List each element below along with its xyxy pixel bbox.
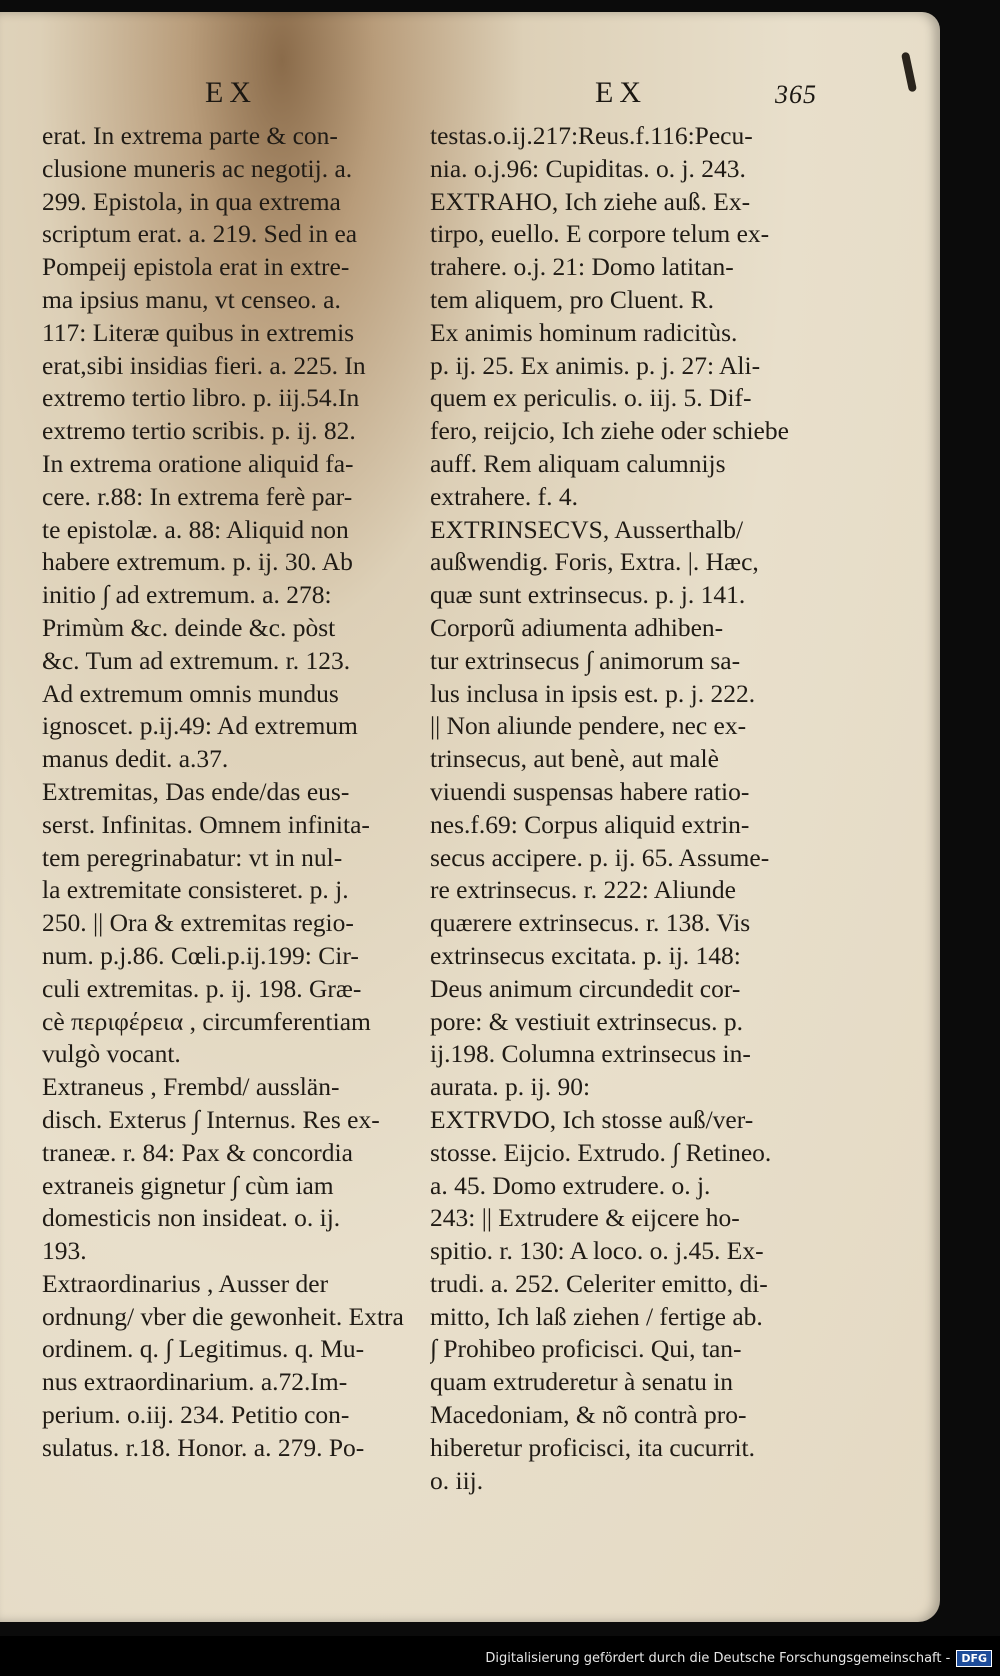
text-line: te epistolæ. a. 88: Aliquid non — [42, 514, 349, 544]
text-line: nus extraordinarium. a.72.Im- — [42, 1367, 348, 1397]
digitization-footer — [485, 1648, 992, 1668]
page-number: 365 — [775, 80, 817, 109]
book-page — [0, 12, 940, 1622]
text-line: ∫ Prohibeo proficisci. Qui, tan- — [430, 1334, 742, 1364]
text-line: perium. o.iij. 234. Petitio con- — [42, 1400, 350, 1430]
header-left-catchword: EX — [205, 76, 257, 109]
text-line: Corporũ adiumenta adhiben- — [430, 612, 724, 642]
text-line: spitio. r. 130: A loco. o. j.45. Ex- — [430, 1236, 764, 1266]
text-line: EXTRVDO, Ich stosse auß/ver- — [430, 1104, 754, 1134]
text-line: a. 45. Domo extrudere. o. j. — [430, 1170, 711, 1200]
text-line: ordinem. q. ∫ Legitimus. q. Mu- — [42, 1334, 365, 1364]
text-line: extremo tertio scribis. p. ij. 82. — [42, 416, 356, 446]
text-line: sulatus. r.18. Honor. a. 279. Po- — [42, 1432, 365, 1462]
text-line: cere. r.88: In extrema ferè par- — [42, 481, 353, 511]
text-line: testas.o.ij.217:Reus.f.116:Pecu- — [430, 121, 753, 150]
text-line: &c. Tum ad extremum. r. 123. — [42, 645, 351, 675]
text-line: tur extrinsecus ∫ animorum sa- — [430, 645, 741, 675]
text-line: fero, reijcio, Ich ziehe oder schiebe — [430, 416, 789, 446]
text-line: stosse. Eijcio. Extrudo. ∫ Retineo. — [430, 1137, 772, 1167]
dfg-logo: DFG — [956, 1650, 992, 1667]
text-line: Ad extremum omnis mundus — [42, 678, 339, 708]
text-line: 250. || Ora & extremitas regio- — [42, 908, 354, 938]
text-line: ordnung/ vber die gewonheit. Extra — [42, 1301, 404, 1331]
text-line: auff. Rem aliquam calumnijs — [430, 448, 726, 478]
text-line: re extrinsecus. r. 222: Aliunde — [430, 875, 736, 905]
text-line: Extraordinarius , Ausser der — [42, 1268, 329, 1298]
text-line: num. p.j.86. Cœli.p.ij.199: Cir- — [42, 940, 359, 970]
text-line: mitto, Ich laß ziehen / fertige ab. — [430, 1301, 763, 1331]
text-line: vulgò vocant. — [42, 1039, 181, 1069]
text-line: Macedoniam, & nõ contrà pro- — [430, 1400, 747, 1430]
text-line: 117: Literæ quibus in extremis — [42, 317, 355, 347]
text-line: trinsecus, aut benè, aut malè — [430, 744, 719, 774]
text-line: clusione muneris ac negotij. a. — [42, 153, 353, 183]
text-line: hiberetur proficisci, ita cucurrit. — [430, 1432, 755, 1462]
text-line: Extremitas, Das ende/das eus- — [42, 776, 350, 806]
text-line: culi extremitas. p. ij. 198. Græ- — [42, 973, 362, 1003]
text-line: extrahere. f. 4. — [430, 481, 578, 511]
footer-credit: Digitalisierung gefördert durch die Deutsche Forschungsgemeinschaft - — [485, 1650, 951, 1666]
text-line: ignoscet. p.ij.49: Ad extremum — [42, 711, 358, 741]
text-line: viuendi suspensas habere ratio- — [430, 776, 750, 806]
text-line: domesticis non insideat. o. ij. — [42, 1203, 341, 1233]
text-line: EXTRINSECVS, Ausserthalb/ — [430, 514, 744, 544]
text-line: quærere extrinsecus. r. 138. Vis — [430, 908, 751, 938]
text-line: außwendig. Foris, Extra. |. Hæc, — [430, 547, 759, 577]
text-line: Deus animum circundedit cor- — [430, 973, 741, 1003]
text-line: Extraneus , Frembd/ ausslän- — [42, 1072, 340, 1102]
text-line: 299. Epistola, in qua extrema — [42, 186, 341, 216]
text-line: erat. In extrema parte & con- — [42, 121, 338, 150]
text-line: traneæ. r. 84: Pax & concordia — [42, 1137, 353, 1167]
text-line: quem ex periculis. o. iij. 5. Dif- — [430, 383, 752, 413]
text-line: disch. Exterus ∫ Internus. Res ex- — [42, 1104, 380, 1134]
text-line: tem aliquem, pro Cluent. R. — [430, 284, 714, 314]
text-line: extrinsecus excitata. p. ij. 148: — [430, 940, 741, 970]
text-line: trahere. o.j. 21: Domo latitan- — [430, 252, 734, 282]
header-right-catchword: EX — [595, 76, 647, 109]
text-line: o. iij. — [430, 1465, 484, 1495]
text-line: tirpo, euello. E corpore telum ex- — [430, 219, 770, 249]
text-line: Primùm &c. deinde &c. pòst — [42, 612, 336, 642]
text-line: pore: & vestiuit extrinsecus. p. — [430, 1006, 744, 1036]
text-line: EXTRAHO, Ich ziehe auß. Ex- — [430, 186, 751, 216]
text-line: initio ∫ ad extremum. a. 278: — [42, 580, 332, 610]
text-line: 193. — [42, 1236, 87, 1266]
text-line: extremo tertio libro. p. iij.54.In — [42, 383, 360, 413]
text-line: || Non aliunde pendere, nec ex- — [430, 711, 747, 741]
text-line: secus accipere. p. ij. 65. Assume- — [430, 842, 770, 872]
text-line: nes.f.69: Corpus aliquid extrin- — [430, 809, 750, 839]
text-line: aurata. p. ij. 90: — [430, 1072, 591, 1102]
right-text-column — [430, 120, 816, 1497]
text-line: Ex animis hominum radicitùs. — [430, 317, 738, 347]
text-line: extraneis gignetur ∫ cùm iam — [42, 1170, 334, 1200]
text-line: nia. o.j.96: Cupiditas. o. j. 243. — [430, 153, 746, 183]
text-line: cè περιφέρεια , circumferentiam — [42, 1006, 371, 1036]
running-header — [0, 76, 940, 126]
left-text-column — [42, 120, 415, 1465]
text-line: quæ sunt extrinsecus. p. j. 141. — [430, 580, 746, 610]
text-line: serst. Infinitas. Omnem infinita- — [42, 809, 370, 839]
text-line: manus dedit. a.37. — [42, 744, 229, 774]
text-line: In extrema oratione aliquid fa- — [42, 448, 354, 478]
text-line: ma ipsius manu, vt censeo. a. — [42, 284, 341, 314]
text-line: Pompeij epistola erat in extre- — [42, 252, 350, 282]
text-line: erat,sibi insidias fieri. a. 225. In — [42, 350, 366, 380]
text-line: 243: || Extrudere & eijcere ho- — [430, 1203, 740, 1233]
text-line: tem peregrinabatur: vt in nul- — [42, 842, 343, 872]
text-line: quam extruderetur à senatu in — [430, 1367, 734, 1397]
text-line: lus inclusa in ipsis est. p. j. 222. — [430, 678, 756, 708]
text-line: scriptum erat. a. 219. Sed in ea — [42, 219, 358, 249]
text-line: trudi. a. 252. Celeriter emitto, di- — [430, 1268, 768, 1298]
text-line: la extremitate consisteret. p. j. — [42, 875, 349, 905]
text-line: habere extremum. p. ij. 30. Ab — [42, 547, 353, 577]
text-line: ij.198. Columna extrinsecus in- — [430, 1039, 751, 1069]
text-line: p. ij. 25. Ex animis. p. j. 27: Ali- — [430, 350, 761, 380]
